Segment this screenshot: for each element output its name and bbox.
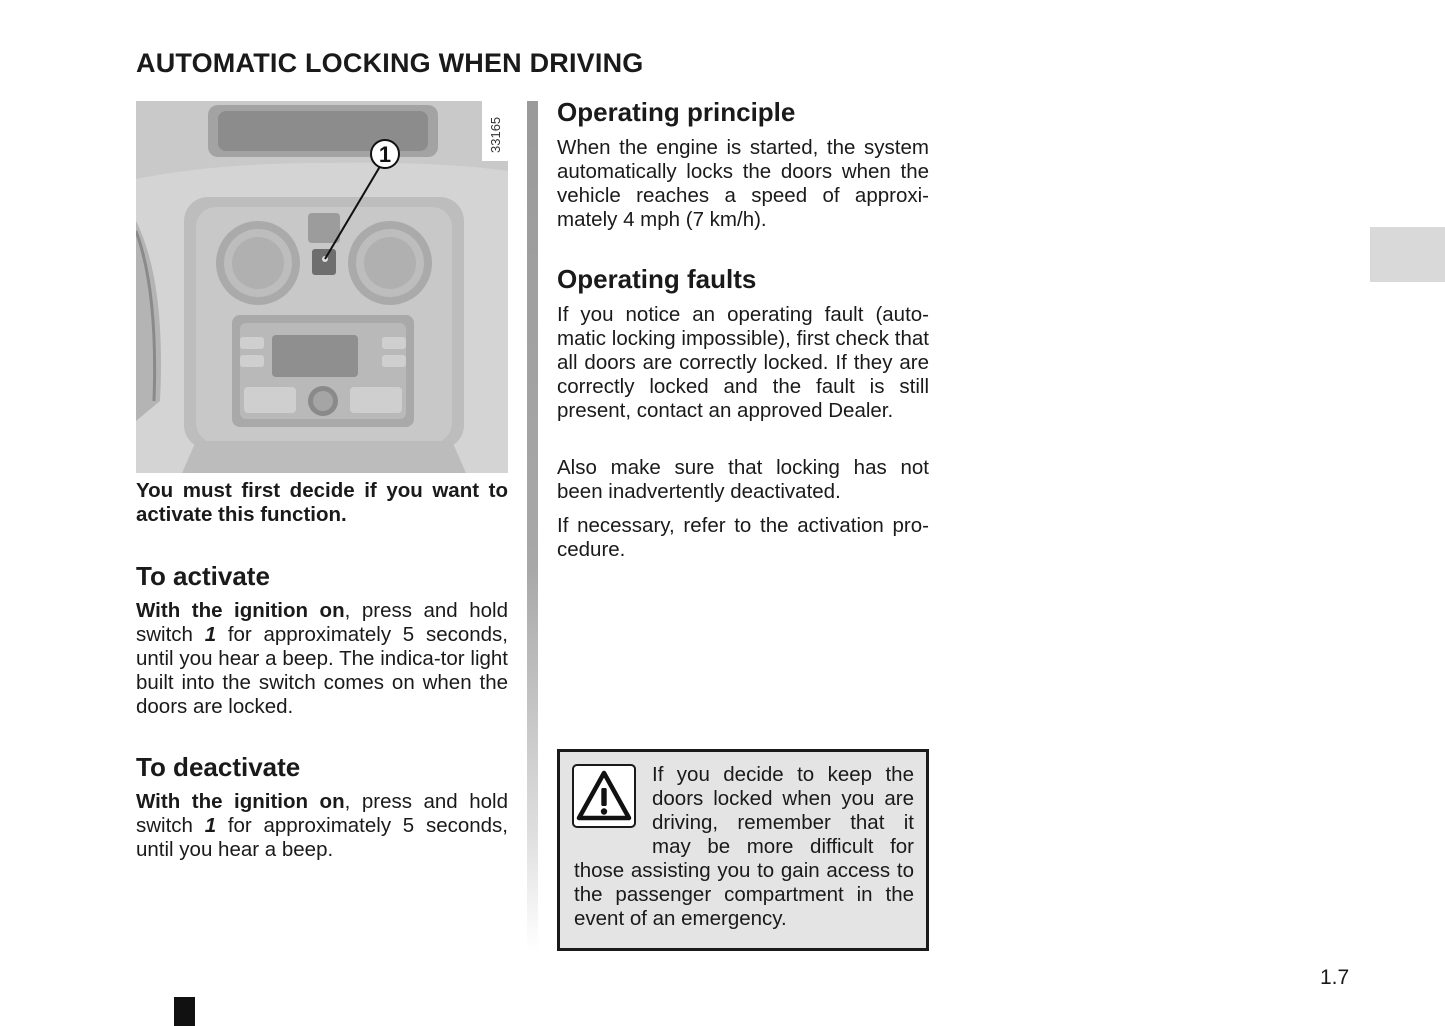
section-title-operating-faults: Operating faults: [557, 264, 757, 294]
dashboard-illustration: [136, 101, 508, 473]
operating-faults-paragraph-1: If you notice an operating fault (auto-matic locking impossible), first check that all doors are correctly locked. If they are correctly locked and the fault is still present, contact an approved Dealer.: [557, 303, 929, 422]
figure-caption: You must first decide if you want to activate this function.: [136, 479, 508, 526]
warning-text: If you decide to keep the doors locked when you are driving, remember that it may be more difficult for those assisting you to gain access to the passenger compartment in the event of an emergency.: [574, 763, 914, 930]
deactivate-switch-ref: 1: [204, 814, 217, 837]
activate-text-b: for approximately 5 seconds, until you hear a beep. The indica-tor light built into the switch comes on when the doors are locked.: [136, 623, 508, 718]
column-divider: [527, 101, 538, 951]
section-title-operating-principle: Operating principle: [557, 97, 796, 127]
section-title-deactivate: To deactivate: [136, 752, 301, 782]
page-number: 1.7: [1320, 966, 1350, 989]
page-marker: [174, 997, 195, 1026]
operating-faults-paragraph-3: If necessary, refer to the activation pro-cedure.: [557, 514, 929, 561]
deactivate-paragraph: [136, 790, 508, 862]
chapter-tab: [1370, 227, 1445, 282]
activate-text-a: , press and hold switch: [136, 599, 508, 646]
deactivate-lead: With the ignition on: [136, 790, 345, 813]
activate-paragraph: [136, 599, 508, 719]
operating-faults-paragraph-2: Also make sure that locking has not been inadvertently deactivated.: [557, 456, 929, 503]
activate-lead: With the ignition on: [136, 599, 345, 622]
figure-reference-code: 33165: [488, 116, 503, 153]
deactivate-text-a: , press and hold switch: [136, 790, 508, 837]
callout-label: 1: [378, 142, 392, 167]
activate-switch-ref: 1: [204, 623, 217, 646]
operating-principle-paragraph: When the engine is started, the system automatically locks the doors when the vehicle reaches a speed of approxi-mately 4 mph (7 km/h).: [557, 136, 929, 231]
deactivate-text-b: for approximately 5 seconds, until you hear a beep.: [136, 814, 508, 861]
section-title-activate: To activate: [136, 561, 270, 591]
page-title: AUTOMATIC LOCKING WHEN DRIVING: [136, 48, 644, 78]
warning-box: [557, 749, 929, 951]
